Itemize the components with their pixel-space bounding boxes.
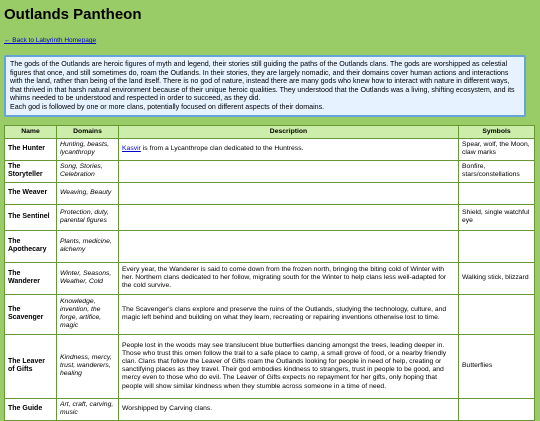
- table-header-row: [5, 125, 535, 138]
- god-symbols: Walking stick, blizzard: [459, 262, 535, 294]
- intro-box: [4, 55, 526, 117]
- god-name: The Leaver of Gifts: [5, 334, 57, 398]
- god-name: The Scavenger: [5, 294, 57, 334]
- page-title: Outlands Pantheon: [4, 6, 142, 23]
- god-description: [119, 230, 459, 262]
- god-symbols: [459, 294, 535, 334]
- god-name: The Storyteller: [5, 160, 57, 182]
- god-name: The Apothecary: [5, 230, 57, 262]
- table-row: [5, 204, 535, 230]
- table-row: [5, 138, 535, 160]
- god-domains: Plants, medicine, alchemy: [57, 230, 119, 262]
- god-description: Worshipped by Carving clans.: [119, 398, 459, 420]
- table-row: [5, 230, 535, 262]
- god-description: Every year, the Wanderer is said to come down from the frozen north, bringing the biting cold of Winter with her. Northern clans dedicated to her follow, migrating south for the Winter to help clans less well-adapted for the cold survive.: [119, 262, 459, 294]
- god-name: The Wanderer: [5, 262, 57, 294]
- god-description: People lost in the woods may see translucent blue butterflies dancing amongst the trees, leading deeper in. Those who trust this omen follow the trail to a safe place to camp, a small grove of food, or a nearby friendly clan. Clans that follow the Leaver of Gifts roam the Outlands looking for people in need of help, creating or sanctifying places as they travel. Their god embodies kindness to strangers, trust in people to be good, and mercy even to those who do evil. The Leaver of Gifts expects no repayment for her gifts, only hoping that people will show similar kindness when they stumble across someone in a time of need.: [119, 334, 459, 398]
- god-name: The Sentinel: [5, 204, 57, 230]
- god-symbols: Bonfire, stars/constellations: [459, 160, 535, 182]
- god-domains: Knowledge, invention, the forge, artifice, magic: [57, 294, 119, 334]
- god-name: The Weaver: [5, 182, 57, 204]
- header-description: Description: [119, 125, 459, 138]
- god-symbols: [459, 230, 535, 262]
- description-text: is from a Lycanthrope clan dedicated to the Huntress.: [140, 145, 304, 153]
- intro-paragraph: The gods of the Outlands are heroic figures of myth and legend, their stories still guiding the paths of the Outlands clans. The gods are worshipped as celestial figures that once, and still sometimes do, roam the Outlands. In their stories, they are largely nomadic, and their domains cover human actions and interactions with the land, rather than being of the land itself. There is no god of nature, instead there are many gods who knew how to interact with nature in different ways, that thrived in that harsh natural environment because of their unique heroic qualities. They understood that the Outlands was a living, shifting ecosystem, and its whims needed to be understood and respected in order to succeed, as they did.: [10, 60, 515, 103]
- god-domains: Protection, duty, parental figures: [57, 204, 119, 230]
- god-domains: Hunting, beasts, lycanthropy: [57, 138, 119, 160]
- god-name: The Hunter: [5, 138, 57, 160]
- god-symbols: Spear, wolf, the Moon, claw marks: [459, 138, 535, 160]
- table-row: [5, 182, 535, 204]
- kasvir-link[interactable]: Kasvir: [122, 145, 141, 153]
- god-description: [119, 182, 459, 204]
- god-domains: Winter, Seasons, Weather, Cold: [57, 262, 119, 294]
- table-row: [5, 398, 535, 420]
- intro-note: Each god is followed by one or more clans, potentially focused on different aspects of their domains.: [10, 102, 325, 111]
- table-row: [5, 334, 535, 398]
- god-description: [119, 138, 459, 160]
- table-row: [5, 262, 535, 294]
- god-description: The Scavenger's clans explore and preserve the ruins of the Outlands, studying the technology, culture, and magic left behind and building on what they learn, recreating or repairing inventions otherwise lost to time.: [119, 294, 459, 334]
- god-domains: Kindness, mercy, trust, wanderers, healing: [57, 334, 119, 398]
- header-name: Name: [5, 125, 57, 138]
- pantheon-table: [4, 125, 535, 421]
- god-description: [119, 160, 459, 182]
- god-domains: Art, craft, carving, music: [57, 398, 119, 420]
- header-domains: Domains: [57, 125, 119, 138]
- god-symbols: [459, 182, 535, 204]
- header-symbols: Symbols: [459, 125, 535, 138]
- god-description: [119, 204, 459, 230]
- god-domains: Weaving, Beauty: [57, 182, 119, 204]
- table-row: [5, 294, 535, 334]
- god-symbols: Butterflies: [459, 334, 535, 398]
- god-domains: Song, Stories, Celebration: [57, 160, 119, 182]
- table-row: [5, 160, 535, 182]
- god-name: The Guide: [5, 398, 57, 420]
- god-symbols: Shield, single watchful eye: [459, 204, 535, 230]
- god-symbols: [459, 398, 535, 420]
- back-to-homepage-link[interactable]: ← Back to Labyrinth Homepage: [4, 37, 97, 44]
